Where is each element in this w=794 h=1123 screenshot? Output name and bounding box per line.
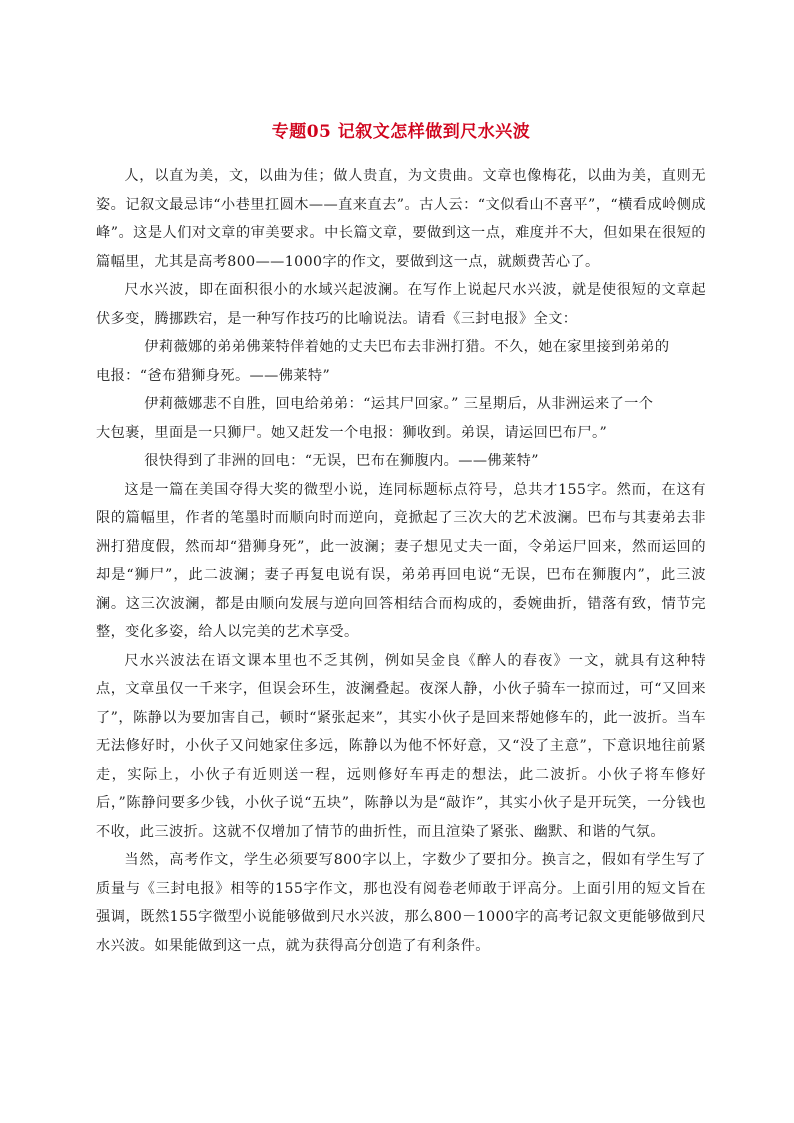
quote-line: 电报：“爸布猎狮身死。——佛莱特”	[96, 367, 331, 384]
quote-paragraph	[96, 447, 706, 476]
paragraph-intro: 人，以直为美，文，以曲为佳；做人贵直，为文贵曲。文章也像梅花，以曲为美，直则无姿。记叙文最忌讳“小巷里扛圆木——直来直去”。古人云：“文似看山不喜平”，“横看成岭侧成峰”。这是人们对文章的审美要求。中长篇文章，要做到这一点，难度并不大，但如果在很短的篇幅里，尤其是高考800——1000字的作文，要做到这一点，就颇费苦心了。	[96, 168, 706, 270]
quote-line: 很快得到了非洲的回电：“无误，巴布在狮腹内。——佛莱特”	[144, 453, 539, 469]
quote-line: 伊莉薇娜的弟弟佛莱特伴着她的丈夫巴布去非洲打猎。不久，她在家里接到弟弟的	[144, 339, 670, 355]
paragraph-textbook-example: 尺水兴波法在语文课本里也不乏其例，例如吴金良《醉人的春夜》一文，就具有这种特点，文章虽仅一千来字，但误会环生，波澜叠起。夜深人静，小伙子骑车一掠而过，可“又回来了”，陈静以为要加害自己，顿时“紧张起来”，其实小伙子是回来帮她修车的，此一波折。当车无法修好时，小伙子又问她家住多远，陈静以为他不怀好意，又“没了主意”，下意识地往前紧走，实际上，小伙子有近则送一程，远则修好车再走的想法，此二波折。小伙子将车修好后，”陈静问要多少钱，小伙子说“五块”，陈静以为是“敲诈”，其实小伙子是开玩笑，一分钱也不收，此三波折。这就不仅增加了情节的曲折性，而且渲染了紧张、幽默、和谐的气氛。	[96, 652, 706, 840]
quote-paragraph	[96, 390, 706, 447]
quoted-story	[96, 333, 706, 476]
paragraph-definition: 尺水兴波，即在面积很小的水域兴起波澜。在写作上说起尺水兴波，就是使很短的文章起伏多变，腾挪跌宕，是一种写作技巧的比喻说法。请看《三封电报》全文：	[96, 282, 706, 327]
quote-line: 伊莉薇娜悲不自胜，回电给弟弟：“运其尸回家。” 三星期后，从非洲运来了一个	[144, 396, 654, 412]
quote-paragraph	[96, 333, 706, 390]
document-page	[96, 118, 706, 960]
paragraph-conclusion: 当然，高考作文，学生必须要写800字以上，字数少了要扣分。换言之，假如有学生写了质量与《三封电报》相等的155字作文，那也没有阅卷老师敢于评高分。上面引用的短文旨在强调，既然155字微型小说能够做到尺水兴波，那么800－1000字的高考记叙文更能够做到尺水兴波。如果能做到这一点，就为获得高分创造了有利条件。	[96, 852, 706, 954]
paragraph-analysis: 这是一篇在美国夺得大奖的微型小说，连同标题标点符号，总共才155字。然而，在这有限的篇幅里，作者的笔墨时而顺向时而逆向，竟掀起了三次大的艺术波澜。巴布与其妻弟去非洲打猎度假，然而却“猎狮身死”，此一波澜；妻子想见丈夫一面，令弟运尸回来，然而运回的却是“狮尸”，此二波澜；妻子再复电说有误，弟弟再回电说“无误，巴布在狮腹内”，此三波澜。这三次波澜，都是由顺向发展与逆向回答相结合而构成的，委婉曲折，错落有致，情节完整，变化多姿，给人以完美的艺术享受。	[96, 481, 706, 640]
document-title: 专题05 记叙文怎样做到尺水兴波	[271, 122, 531, 142]
quote-line: 大包裹，里面是一只狮尸。她又赶发一个电报：狮收到。弟误，请运回巴布尸。”	[96, 424, 608, 441]
